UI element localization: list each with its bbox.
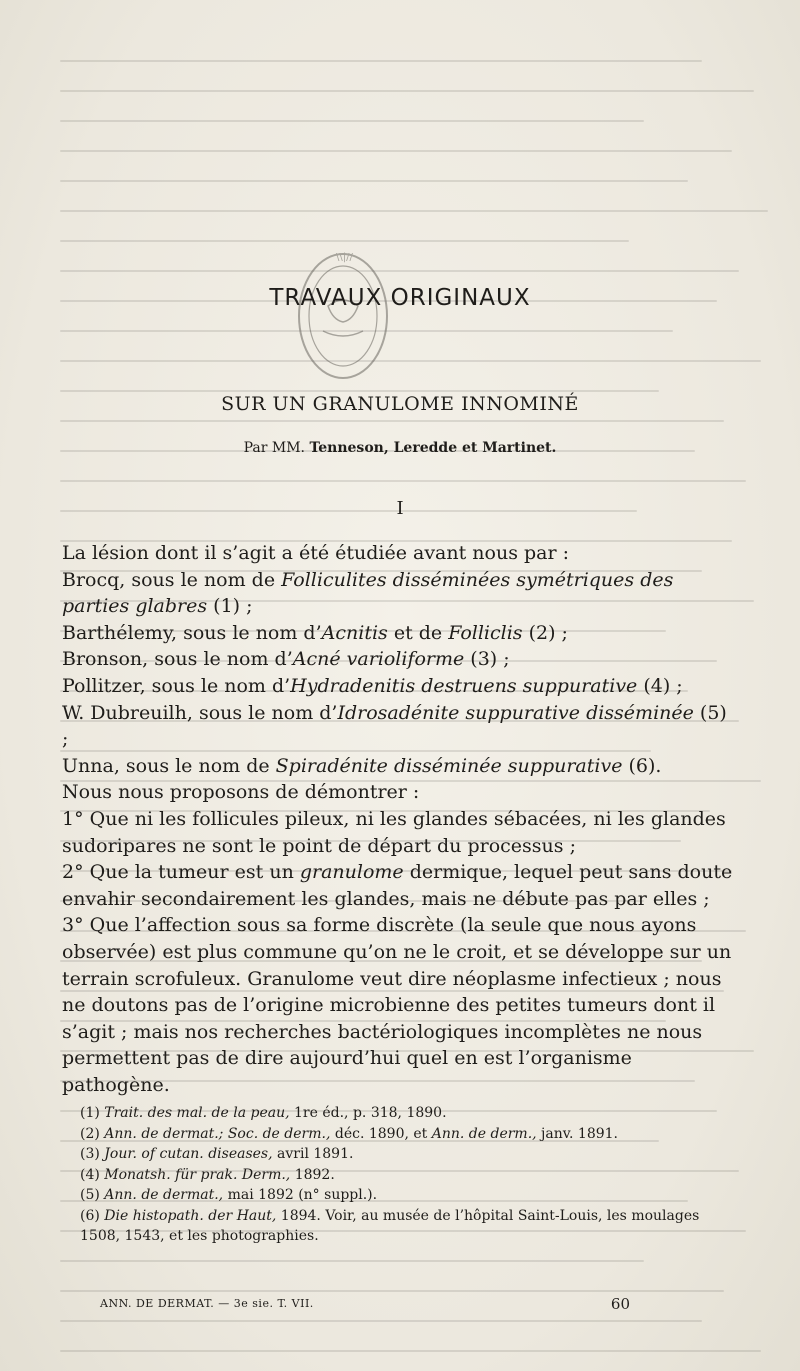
- footnote: [62, 1185, 742, 1206]
- paragraph: [62, 779, 738, 806]
- paragraph-text: Nous nous proposons de démontrer :: [62, 781, 420, 804]
- paragraph: [62, 859, 738, 912]
- page-footer: [100, 1295, 630, 1313]
- cited-term: Folliclis: [448, 621, 523, 644]
- footnote-number: (3): [80, 1146, 105, 1162]
- footnote-number: (2): [80, 1125, 105, 1142]
- paragraph-text: (5) ;: [62, 701, 727, 751]
- svg-text:\\|//: \\|//: [336, 252, 353, 263]
- cited-term: Spiradénite disséminée suppurative: [275, 754, 623, 777]
- paragraph: [62, 646, 738, 673]
- footnote-number: (1): [80, 1105, 105, 1121]
- cited-term: granulome: [299, 861, 404, 884]
- library-stamp: [278, 236, 408, 396]
- article-authors: [0, 440, 800, 456]
- paragraph-text: (2) ;: [522, 621, 568, 644]
- paragraph: [62, 620, 738, 647]
- cited-term: Acnitis: [321, 621, 388, 644]
- footnote: [62, 1103, 742, 1124]
- running-footer: ANN. DE DERMAT. — 3e sie. T. VII.: [100, 1297, 314, 1310]
- footnote-source: Ann. de dermat.; Soc. de derm.,: [104, 1125, 331, 1142]
- paragraph: [62, 540, 738, 567]
- paragraph-text: La lésion dont il s’agit a été étudiée avant nous par :: [62, 542, 570, 564]
- footnote: [62, 1165, 742, 1186]
- paragraph-text: Brocq, sous le nom de: [62, 568, 282, 591]
- paragraph-text: 3° Que l’affection sous sa forme discrète (la seule que nous ayons observée) est plus commune qu’on ne le croit, et se développe sur un terrain scrofuleux. Granulome veut dire néoplasme infectieux ; nous ne doutons pas de l’origine microbienne des petites tumeurs dont il s’agit ; mais nos recherches bactériologiques incomplètes ne nous permettent pas de dire aujourd’hui quel en est l’organisme pathogène.: [62, 914, 732, 1096]
- authors-names: Tenneson, Leredde et Martinet.: [309, 440, 557, 456]
- paragraph-text: Barthélemy, sous le nom d’: [62, 621, 322, 644]
- cited-term: Hydradenitis destruens suppurative: [290, 674, 638, 697]
- section-number: I: [396, 498, 404, 519]
- authors-prefix: Par MM.: [243, 440, 305, 456]
- paragraph-text: Bronson, sous le nom d’: [62, 648, 293, 671]
- paragraph: [62, 700, 738, 753]
- paragraph-text: 2° Que la tumeur est un: [62, 861, 300, 884]
- paragraph-text: Pollitzer, sous le nom d’: [62, 674, 291, 697]
- footnote-source: Ann. de dermat.,: [104, 1187, 224, 1203]
- footnote-text: 1re éd., p. 318, 1890.: [289, 1105, 447, 1121]
- paragraph-text: (4) ;: [637, 674, 683, 697]
- footnote-text: janv. 1891.: [536, 1125, 618, 1142]
- paragraph: [62, 806, 738, 859]
- paragraph-text: Unna, sous le nom de: [62, 754, 276, 777]
- footnote-text: mai 1892 (n° suppl.).: [223, 1187, 378, 1203]
- footnote-text: 1892.: [290, 1166, 335, 1183]
- paragraph: [62, 912, 738, 1098]
- paragraph: [62, 753, 738, 780]
- footnote-text: 1894. Voir, au musée de l’hôpital Saint-Louis, les moulages 1508, 1543, et les photographies.: [80, 1207, 700, 1244]
- footnote: [62, 1206, 742, 1247]
- paragraph-text: (6).: [622, 754, 662, 777]
- article-title: SUR UN GRANULOME INNOMINÉ: [221, 393, 579, 415]
- paragraph-text: (3) ;: [464, 648, 510, 671]
- footnote-source: Die histopath. der Haut,: [104, 1207, 277, 1224]
- footnote-text: avril 1891.: [272, 1146, 354, 1162]
- article-body: [62, 540, 738, 1098]
- footnote: [62, 1124, 742, 1145]
- footnote-source: Monatsh. für prak. Derm.,: [104, 1166, 291, 1183]
- footnote-number: (5): [80, 1187, 105, 1203]
- footnote-source: Jour. of cutan. diseases,: [104, 1146, 273, 1162]
- footnote-number: (6): [80, 1207, 105, 1224]
- footnote-text: déc. 1890, et: [330, 1125, 432, 1142]
- footnote-source: Trait. des mal. de la peau,: [104, 1105, 290, 1121]
- paragraph: [62, 567, 738, 620]
- cited-term: Folliculites disséminées symétriques des parties glabres: [62, 568, 674, 618]
- paragraph-text: (1) ;: [207, 595, 253, 618]
- paragraph-text: 1° Que ni les follicules pileux, ni les glandes sébacées, ni les glandes sudoripares ne sont le point de départ du processus ;: [62, 807, 726, 857]
- page-number: 60: [610, 1295, 630, 1313]
- section-header: TRAVAUX ORIGINAUX: [269, 285, 531, 311]
- footnote-source: Ann. de derm.,: [431, 1125, 537, 1142]
- footnote-number: (4): [80, 1166, 105, 1183]
- paragraph-text: dermique, lequel peut sans doute envahir secondairement les glandes, mais ne débute pas par elles ;: [62, 861, 733, 910]
- paragraph-text: et de: [387, 621, 449, 644]
- paragraph-text: W. Dubreuilh, sous le nom d’: [62, 701, 338, 724]
- cited-term: Acné varioliforme: [292, 648, 465, 671]
- footnote: [62, 1144, 742, 1165]
- cited-term: Idrosadénite suppurative disséminée: [337, 701, 694, 724]
- footnotes: [62, 1103, 742, 1247]
- paragraph: [62, 673, 738, 700]
